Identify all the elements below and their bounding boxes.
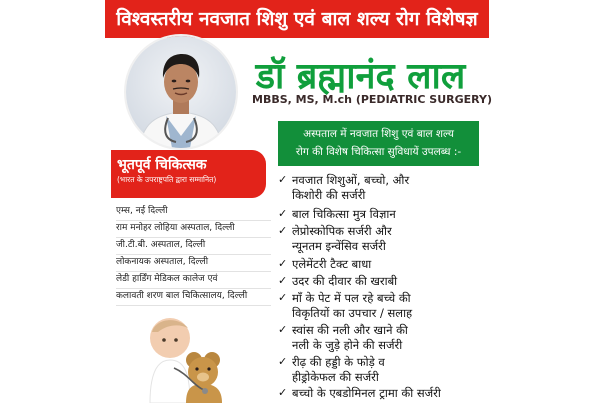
service-line-1: माँ के पेट में पल रहे बच्चे की (292, 291, 411, 305)
service-line-1: लेप्रोस्कोपिक सर्जरी और (292, 224, 392, 238)
service-line-2: किशोरी की सर्जरी (292, 187, 366, 202)
checkmark-icon: ✓ (278, 386, 288, 399)
page-banner (105, 0, 489, 38)
service-line-1: नवजात शिशुओं, बच्चो, और (292, 173, 410, 187)
checkmark-icon: ✓ (278, 323, 288, 336)
service-line-1: उदर की दीवार की खराबी (292, 274, 398, 288)
baby-with-teddy-image (128, 310, 248, 403)
checkmark-icon: ✓ (278, 257, 288, 270)
hospital-item: कलावती शरण बाल चिकित्सालय, दिल्ली (116, 288, 271, 306)
hospital-item: एम्स, नई दिल्ली (116, 203, 271, 221)
service-line-1: रीढ़ की हड्डी के फोड़े व (292, 355, 385, 369)
service-line-1: स्वांस की नली और खाने की (292, 323, 408, 337)
banner-title: विश्वस्तरीय नवजात शिशु एवं बाल शल्य रोग विशेषज्ञ (116, 8, 478, 30)
hospital-item: लेडी हार्डिंग मेडिकल कालेज एवं (116, 271, 271, 289)
facility-header (278, 121, 479, 166)
service-line-2: विकृतियों का उपचार / सलाह (292, 305, 413, 320)
former-physician-title: भूतपूर्व चिकित्सक (117, 157, 207, 173)
doctor-name: डॉ ब्रह्मानंद लाल (255, 56, 466, 97)
hospital-item: जी.टी.बी. अस्पताल, दिल्ली (116, 237, 271, 255)
hospital-item: राम मनोहर लोहिया अस्पताल, दिल्ली (116, 220, 271, 238)
doctor-portrait-icon (126, 36, 236, 148)
service-line-2: हीड्रोकेफल की सर्जरी (292, 369, 379, 384)
doctor-photo (126, 36, 236, 148)
checkmark-icon: ✓ (278, 224, 288, 237)
service-line-1: बाल चिकित्सा मुत्र विज्ञान (292, 207, 396, 221)
service-line-1: बच्चो के एबडोमिनल ट्रामा की सर्जरी (292, 386, 441, 400)
checkmark-icon: ✓ (278, 291, 288, 304)
checkmark-icon: ✓ (278, 274, 288, 287)
checkmark-icon: ✓ (278, 173, 288, 186)
doctor-degree: MBBS, MS, M.ch (PEDIATRIC SURGERY) (252, 93, 493, 106)
checkmark-icon: ✓ (278, 355, 288, 368)
hospital-item: लोकनायक अस्पताल, दिल्ली (116, 254, 271, 272)
facility-line-2: रोग की विशेष चिकित्सा सुविधायें उपलब्ध :- (295, 146, 462, 158)
former-physician-subtitle: (भारत के उपराष्ट्रपति द्वारा सम्मानित) (117, 175, 217, 184)
service-line-2: न्यूनतम इन्वेंसिव सर्जरी (292, 238, 386, 253)
service-line-1: एलेमेंटरी टैक्ट बाधा (292, 257, 372, 271)
service-line-2: नली के जुड़े होने की सर्जरी (292, 337, 403, 352)
baby-teddy-icon (128, 310, 248, 403)
former-physician-box (111, 150, 266, 198)
facility-line-1: अस्पताल में नवजात शिशु एवं बाल शल्य (303, 128, 454, 140)
checkmark-icon: ✓ (278, 207, 288, 220)
